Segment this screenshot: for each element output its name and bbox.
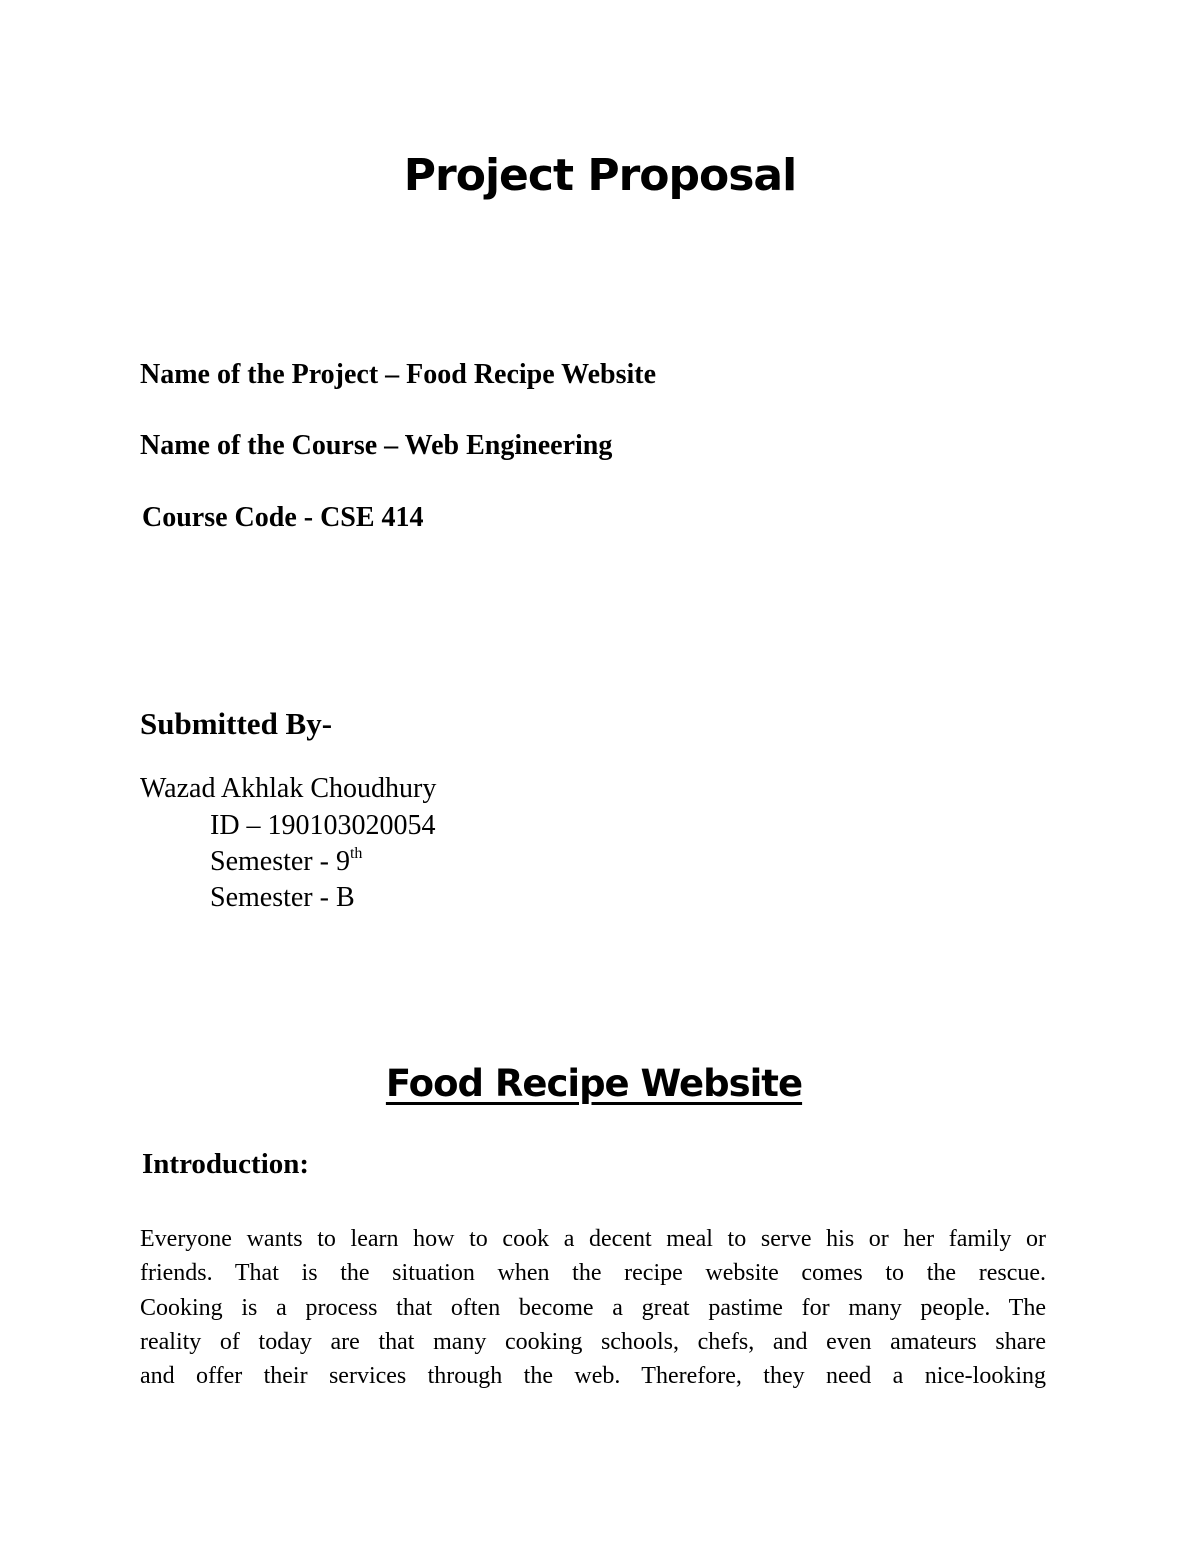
student-section: Semester - B: [210, 882, 355, 913]
student-name: Wazad Akhlak Choudhury: [140, 773, 437, 804]
semester-ordinal-suffix: th: [349, 845, 363, 862]
course-name-line: Name of the Course – Web Engineering: [140, 430, 613, 461]
introduction-heading: Introduction:: [142, 1148, 310, 1180]
paragraph-line: reality of today are that many cooking schools, chefs, and even amateurs share: [140, 1328, 1046, 1355]
paragraph-line: Everyone wants to learn how to cook a decent meal to serve his or her family or: [140, 1226, 1046, 1252]
student-id: ID – 190103020054: [210, 810, 436, 841]
paragraph-line: Cooking is a process that often become a great pastime for many people. The: [140, 1294, 1046, 1321]
document-title: Project Proposal: [403, 150, 797, 201]
paragraph-line: and offer their services through the web. Therefore, they need a nice-looking: [140, 1363, 1046, 1390]
project-name-line: Name of the Project – Food Recipe Website: [140, 359, 657, 390]
section-title: Food Recipe Website: [385, 1062, 803, 1105]
semester-number: Semester - 9: [210, 846, 350, 877]
paragraph-line: friends. That is the situation when the recipe website comes to the rescue.: [140, 1260, 1046, 1287]
submitted-by-heading: Submitted By-: [140, 706, 333, 741]
introduction-paragraph: [140, 1222, 1046, 1393]
student-semester: [210, 845, 362, 879]
course-code-line: Course Code - CSE 414: [142, 502, 424, 533]
